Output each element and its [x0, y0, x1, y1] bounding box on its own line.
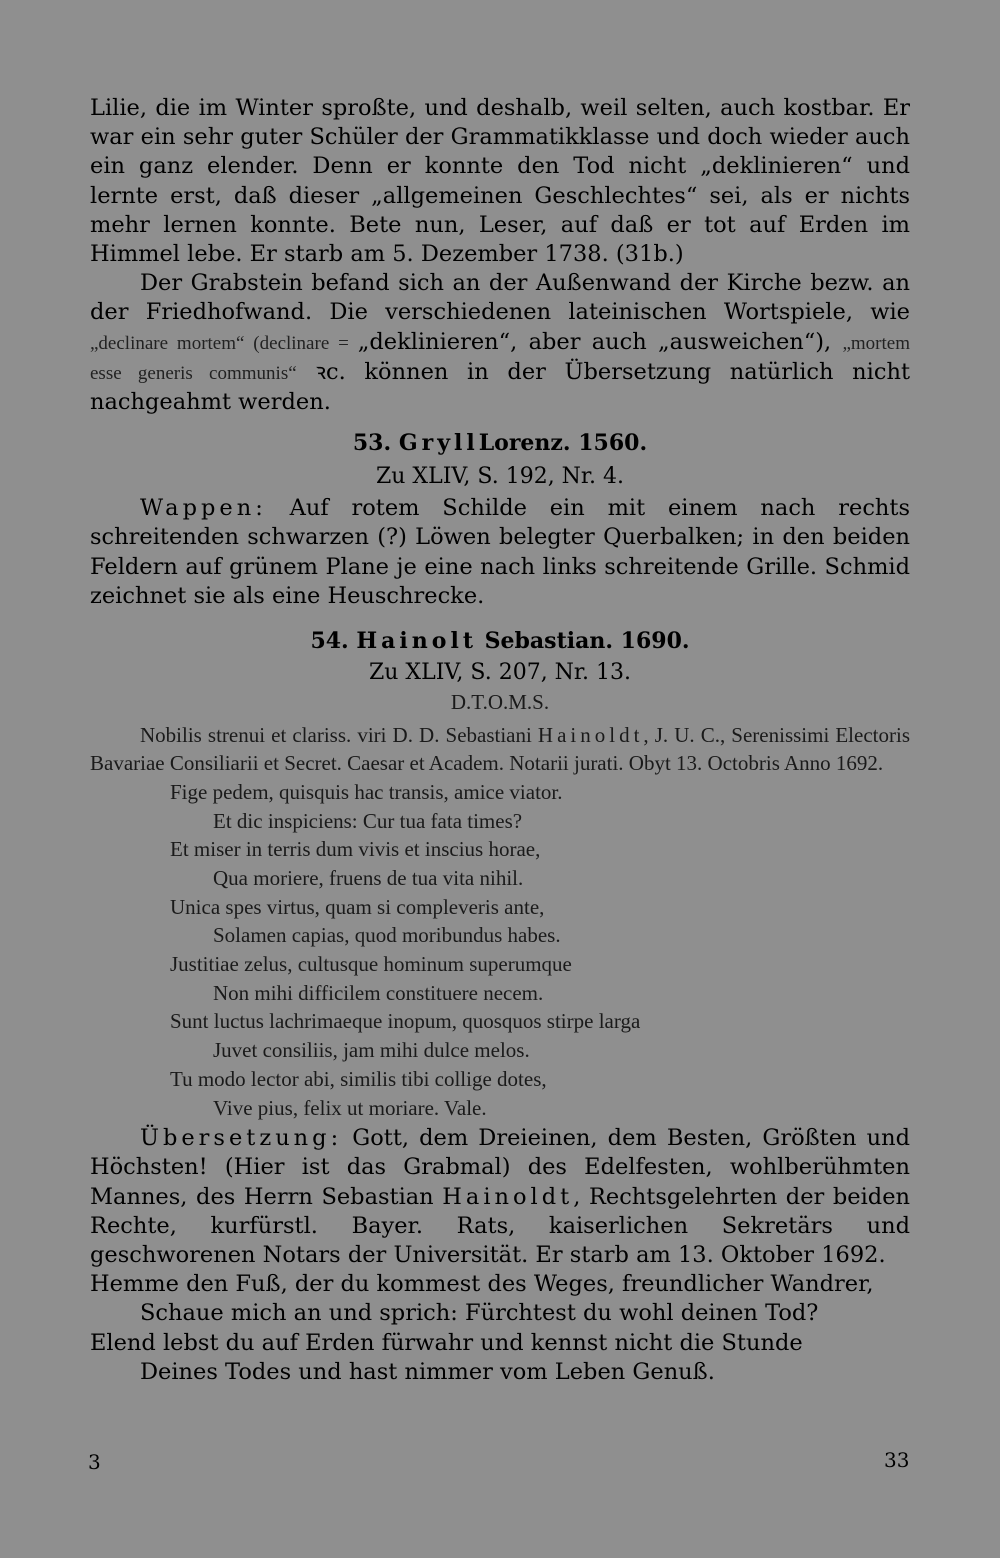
section-54-heading	[90, 627, 910, 656]
gravestone-paragraph	[90, 269, 910, 417]
translation-text-2: , Rechtsgelehrten der beiden Rechte, kurfürstl. Bayer. Rats, kaiserlichen Sekretärs und geschworenen Notars der Universität. Er starb am 13. Oktober 1692.	[90, 1183, 911, 1269]
text-column	[90, 94, 910, 1387]
latin-pun-1: „declinare mortem“ (declinare =	[90, 332, 358, 354]
section-53-name: Gryll	[398, 430, 479, 457]
latin-verse-line: Juvet consiliis, jam mihi dulce melos.	[213, 1038, 530, 1063]
latin-inscription-name: Hainoldt	[537, 722, 644, 747]
section-54-rest: Sebastian. 1690.	[484, 628, 690, 655]
signature-mark: 3	[88, 1450, 101, 1474]
latin-verse-line: Unica spes virtus, quam si compleveris ante,	[170, 894, 545, 919]
dtoms-line: D.T.O.M.S.	[450, 690, 550, 715]
wappen-text: Auf rotem Schilde ein mit einem nach rechts schreitenden schwarzen (?) Löwen belegter Querbalken; in den beiden Feldern auf grünem Plane je eine nach links schreitende Grille. Schmid zeichnet sie als eine Heuschrecke.	[90, 495, 910, 609]
latin-verse-line: Et dic inspiciens: Cur tua fata times?	[213, 808, 523, 833]
latin-inscription-text-1: Nobilis strenui et clariss. viri D. D. Sebastiani	[140, 722, 538, 747]
section-54-name: Hainolt	[356, 628, 477, 655]
latin-verse-line: Justitiae zelus, cultusque hominum superumque	[170, 952, 572, 977]
latin-verses	[90, 778, 910, 1122]
section-53-wappen	[90, 494, 910, 611]
german-verse-line: Hemme den Fuß, der du kommest des Weges, freundlicher Wandrer,	[90, 1271, 874, 1298]
latin-verse-line: Solamen capias, quod moribundus habes.	[213, 923, 561, 948]
section-54-number: 54.	[310, 628, 349, 655]
german-verse-line: Elend lebst du auf Erden fürwahr und kennst nicht die Stunde	[90, 1329, 803, 1356]
section-53-number: 53.	[352, 430, 392, 457]
section-53-rest: Lorenz. 1560.	[478, 430, 648, 457]
latin-pun-2: „mortem esse generis communis“	[90, 332, 910, 384]
german-verse-line: Schaue mich an und sprich: Fürchtest du wohl deinen Tod?	[140, 1300, 819, 1327]
latin-verse-line: Fige pedem, quisquis hac transis, amice viator.	[170, 779, 563, 804]
german-verses	[90, 1270, 910, 1387]
section-53-heading	[90, 429, 910, 458]
latin-inscription-text-2: , J. U. C., Serenissimi Electoris Bavariae Consiliarii et Secret. Caesar et Academ. Notarii jurati. Obyt 13. Octobris Anno 1692.	[90, 722, 910, 776]
gravestone-text-1: Der Grabstein befand sich an der Außenwand der Kirche bezw. an der Friedhofwand. Die verschiedenen lateinischen Wortspiele, wie	[90, 270, 910, 326]
wappen-label: Wappen:	[140, 495, 267, 522]
section-54-reference: Zu XLIV, S. 207, Nr. 13.	[368, 660, 631, 686]
translation-text-1: Gott, dem Dreieinen, dem Besten, Größten und Höchsten! (Hier ist das Grabmal) des Edelfesten, wohlberühmten Mannes, des Herrn Sebastian	[90, 1125, 910, 1210]
latin-verse-line: Tu modo lector abi, similis tibi collige dotes,	[170, 1066, 547, 1091]
translation-name: Hainoldt	[442, 1183, 574, 1210]
intro-paragraph: Lilie, die im Winter sproßte, und deshalb, weil selten, auch kostbar. Er war ein sehr guter Schüler der Grammatikklasse und doch wieder auch ein ganz elender. Denn er konnte den Tod nicht „deklinieren“ und lernte erst, daß dieser „allgemeinen Geschlechtes“ sei, als er nichts mehr lernen konnte. Bete nun, Leser, auf daß er tot auf Erden im Himmel lebe. Er starb am 5. Dezember 1738. (31b.)	[90, 95, 910, 268]
gravestone-text-2: „deklinieren“, aber auch „ausweichen“),	[357, 328, 843, 355]
latin-verse-line: Et miser in terris dum vivis et inscius horae,	[170, 837, 541, 862]
translation-paragraph	[90, 1124, 910, 1270]
section-53-reference: Zu XLIV, S. 192, Nr. 4.	[375, 464, 624, 490]
translation-label: Übersetzung:	[140, 1125, 343, 1152]
latin-verse-line: Qua moriere, fruens de tua vita nihil.	[213, 865, 524, 890]
german-verse-line: Deines Todes und hast nimmer vom Leben Genuß.	[140, 1358, 715, 1385]
latin-verse-line: Vive pius, felix ut moriare. Vale.	[213, 1095, 487, 1120]
latin-verse-line: Non mihi difficilem constituere necem.	[213, 980, 544, 1005]
latin-verse-line: Sunt luctus lachrimaeque inopum, quosquos stirpe larga	[170, 1009, 641, 1034]
latin-inscription	[90, 721, 910, 778]
page-number: 33	[884, 1448, 910, 1472]
gravestone-text-3: ꝛc. können in der Übersetzung natürlich nicht nachgeahmt werden.	[90, 358, 910, 416]
